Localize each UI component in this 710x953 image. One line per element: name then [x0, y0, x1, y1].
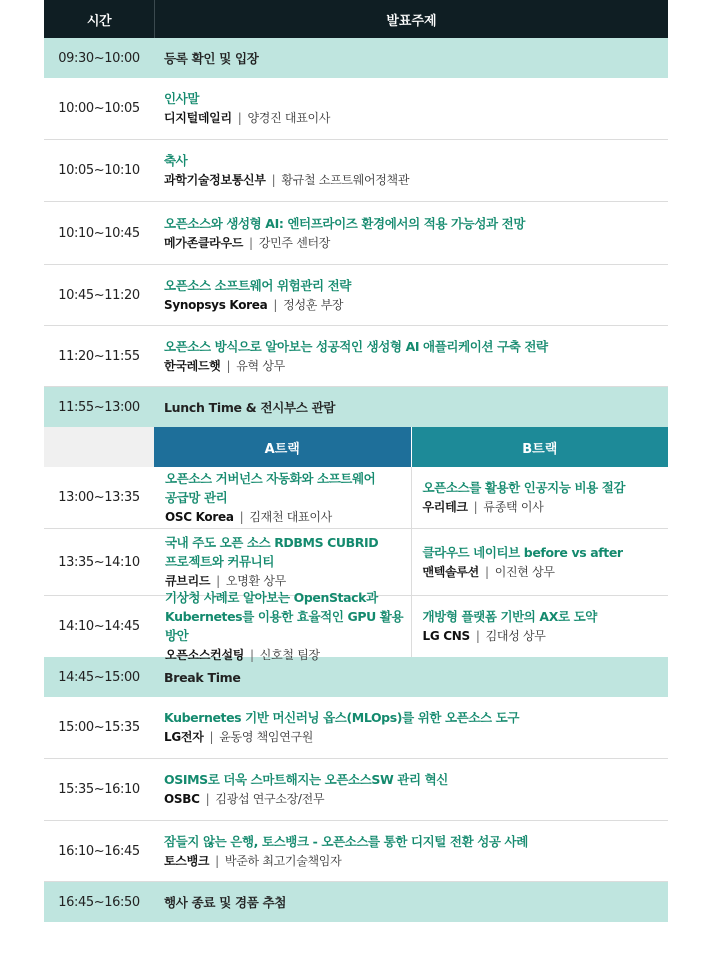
session-title: 국내 주도 오픈 소스 RDBMS CUBRID — [165, 535, 379, 550]
session-time: 14:10~14:45 — [58, 619, 140, 634]
speaker-line — [165, 507, 411, 527]
separator: | — [209, 730, 214, 744]
session-row — [44, 140, 668, 202]
separator: | — [249, 235, 253, 250]
session-content — [154, 202, 668, 264]
speaker-org: Synopsys Korea — [164, 297, 268, 312]
session-content — [154, 387, 668, 427]
table-header — [44, 0, 668, 38]
separator: | — [473, 500, 478, 514]
session-time: 10:45~11:20 — [58, 287, 140, 303]
break-label: Break Time — [164, 669, 241, 685]
break-row — [44, 657, 668, 697]
speaker-name: 양경진 대표이사 — [247, 111, 331, 125]
session-time: 15:00~15:35 — [58, 720, 140, 735]
speaker-line — [164, 727, 668, 747]
separator: | — [226, 358, 231, 373]
separator: | — [250, 648, 254, 662]
session-title: 기상청 사례로 알아보는 OpenStack과 — [165, 590, 378, 605]
session-title: 오픈소스 방식으로 알아보는 성공적인 생성형 AI 애플리케이션 구축 전략 — [164, 338, 548, 354]
schedule-table — [44, 0, 668, 922]
track-b-session — [412, 467, 669, 528]
speaker-name: 신호철 팀장 — [259, 648, 320, 662]
time-column-header: 시간 — [44, 0, 155, 38]
speaker-line — [164, 170, 668, 190]
speaker-org: 맨텍솔루션 — [422, 564, 479, 579]
break-label: 행사 종료 및 경품 추첨 — [164, 895, 287, 910]
session-time: 16:10~16:45 — [58, 843, 140, 859]
session-content — [154, 697, 668, 758]
session-title: OSIMS로 더욱 스마트해지는 오픈소스SW 관리 혁신 — [164, 772, 448, 787]
session-content — [154, 882, 668, 922]
session-title: Kubernetes 기반 머신러닝 옵스(MLOps)를 위한 오픈소스 도구 — [164, 710, 520, 725]
track-session-row — [44, 467, 668, 529]
speaker-line — [164, 108, 668, 128]
track-split — [154, 529, 668, 595]
session-title: 오픈소스 소프트웨어 위험관리 전략 — [164, 277, 351, 293]
break-row — [44, 38, 668, 78]
speaker-line — [164, 851, 668, 871]
speaker-org: OSBC — [164, 792, 200, 806]
session-content — [154, 140, 668, 201]
session-title: 오픈소스를 활용한 인공지능 비용 절감 — [422, 480, 626, 495]
session-row — [44, 265, 668, 326]
break-label: Lunch Time & 전시부스 관람 — [164, 400, 336, 415]
topic-column-header: 발표주제 — [386, 13, 437, 29]
session-title: 잠들지 않는 은행, 토스뱅크 - 오픈소스를 통한 디지털 전환 성공 사례 — [164, 833, 528, 849]
session-time: 14:45~15:00 — [58, 669, 140, 685]
session-title: 오픈소스 거버넌스 자동화와 소프트웨어 — [165, 470, 376, 486]
track-a-session — [154, 590, 412, 662]
track-session-row — [44, 590, 668, 662]
separator: | — [215, 853, 219, 868]
session-row — [44, 78, 668, 140]
session-title: 클라우드 네이티브 before vs after — [422, 544, 623, 560]
session-row — [44, 202, 668, 265]
session-title: 개방형 플랫폼 기반의 AX로 도약 — [422, 609, 597, 624]
session-content — [154, 759, 668, 820]
track-b-session — [412, 529, 669, 595]
speaker-name: 황규철 소프트웨어정책관 — [281, 173, 410, 187]
speaker-org: 오픈소스컨설팅 — [165, 648, 245, 662]
speaker-org: 과학기술정보통신부 — [164, 173, 266, 187]
session-title-line2: 프로젝트와 커뮤니티 — [165, 554, 275, 569]
session-time: 11:20~11:55 — [58, 348, 140, 364]
speaker-org: 토스뱅크 — [164, 853, 210, 868]
speaker-name: 이진현 상무 — [494, 564, 555, 579]
speaker-name: 오명환 상무 — [225, 574, 286, 588]
speaker-name: 정성훈 부장 — [283, 297, 344, 312]
speaker-org: LG CNS — [422, 629, 470, 643]
separator: | — [484, 564, 489, 579]
session-time: 13:35~14:10 — [58, 554, 140, 570]
speaker-name: 박준하 최고기술책임자 — [224, 853, 342, 868]
track-b-header: B트랙 — [412, 427, 669, 467]
session-time: 16:45~16:50 — [58, 894, 140, 910]
session-title: 오픈소스와 생성형 AI: 엔터프라이즈 환경에서의 적용 가능성과 전망 — [164, 215, 526, 231]
speaker-name: 윤동영 책임연구원 — [219, 730, 314, 744]
session-time: 13:00~13:35 — [58, 490, 140, 505]
session-row — [44, 697, 668, 759]
session-title-line2: Kubernetes를 이용한 효율적인 GPU 활용방안 — [165, 609, 404, 643]
separator: | — [239, 509, 244, 524]
break-label: 등록 확인 및 입장 — [164, 51, 259, 66]
session-content — [154, 38, 668, 78]
separator: | — [271, 173, 276, 187]
break-row — [44, 882, 668, 922]
speaker-org: LG전자 — [164, 730, 204, 744]
track-session-row — [44, 529, 668, 596]
speaker-line — [164, 789, 668, 809]
speaker-org: 메가존클라우드 — [164, 235, 244, 250]
separator: | — [475, 629, 480, 643]
speaker-org: 우리테크 — [422, 500, 468, 514]
session-time: 10:00~10:05 — [58, 101, 140, 116]
speaker-org: 디지털데일리 — [164, 111, 232, 125]
break-row — [44, 387, 668, 427]
speaker-org: 한국레드햇 — [164, 358, 221, 373]
speaker-name: 류종택 이사 — [483, 500, 544, 514]
speaker-line — [423, 497, 669, 517]
session-content — [154, 78, 668, 139]
separator: | — [237, 111, 242, 125]
track-a-header: A트랙 — [154, 427, 412, 467]
speaker-name: 김재천 대표이사 — [249, 509, 332, 524]
session-time: 10:10~10:45 — [58, 225, 140, 241]
session-time: 09:30~10:00 — [58, 50, 140, 66]
separator: | — [216, 574, 220, 588]
speaker-org: 큐브리드 — [165, 574, 211, 588]
track-split — [154, 590, 668, 662]
speaker-name: 유혁 상무 — [236, 358, 285, 373]
speaker-line — [164, 356, 668, 376]
speaker-name: 김대성 상무 — [485, 629, 546, 643]
speaker-name: 김광섭 연구소장/전무 — [215, 792, 325, 806]
session-time: 15:35~16:10 — [58, 782, 140, 797]
session-time: 11:55~13:00 — [58, 399, 140, 415]
session-content — [154, 821, 668, 881]
session-row — [44, 821, 668, 882]
session-row — [44, 759, 668, 821]
session-row — [44, 326, 668, 387]
separator: | — [273, 297, 278, 312]
session-content — [154, 657, 668, 697]
track-header — [44, 427, 668, 467]
speaker-line — [423, 562, 669, 582]
track-b-session — [412, 596, 669, 657]
track-a-session — [154, 467, 412, 528]
speaker-line — [164, 233, 668, 253]
track-split — [154, 467, 668, 528]
speaker-line — [164, 295, 668, 315]
session-title-line2: 공급망 관리 — [165, 489, 228, 505]
session-title: 인사말 — [164, 91, 200, 106]
track-header-spacer — [44, 427, 154, 467]
track-a-session — [154, 529, 412, 595]
speaker-line — [423, 626, 669, 646]
speaker-name: 강민주 센터장 — [258, 235, 331, 250]
separator: | — [205, 792, 210, 806]
session-title: 축사 — [164, 153, 188, 168]
session-time: 10:05~10:10 — [58, 163, 140, 178]
speaker-org: OSC Korea — [165, 509, 234, 524]
session-content — [154, 265, 668, 325]
session-content — [154, 326, 668, 386]
